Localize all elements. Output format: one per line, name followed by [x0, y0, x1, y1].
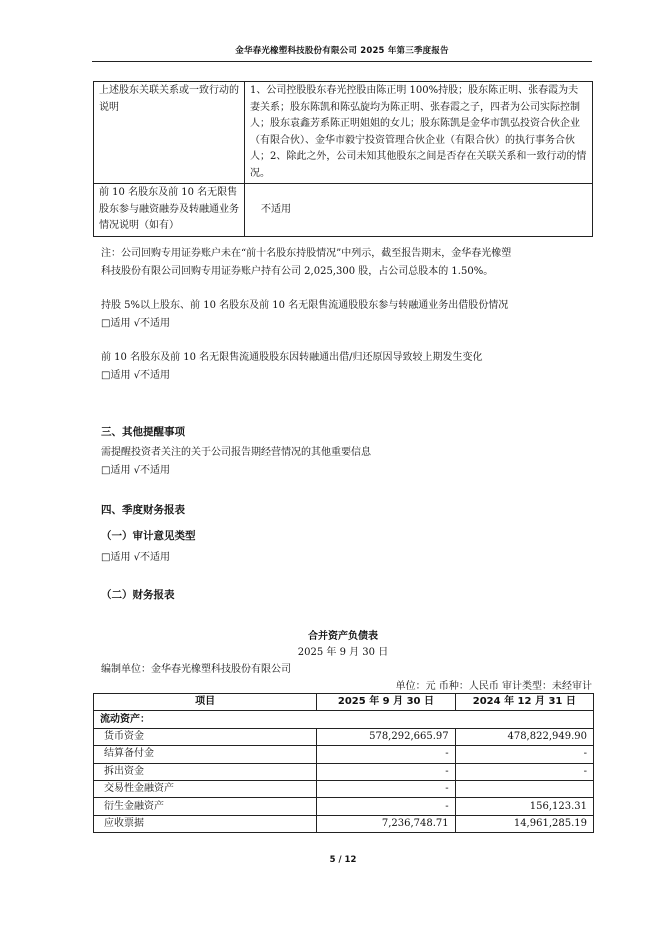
lending-options: □适用 √不适用 [101, 318, 170, 329]
row-current: - [317, 780, 455, 797]
table-row [94, 815, 594, 832]
row-current: 578,292,665.97 [317, 728, 455, 745]
audit-opinion-title: （一）审计意见类型 [101, 530, 196, 542]
lending-question: 持股 5%以上股东、前 10 名股东及前 10 名无限售流通股股东参与转融通业务出借股份情况 [101, 300, 509, 311]
financial-report-title: （二）财务报表 [101, 589, 175, 601]
row-label: 结算备付金 [94, 746, 317, 763]
row-current: - [317, 763, 455, 780]
row-prior: - [455, 746, 593, 763]
row-label: 拆出资金 [94, 763, 317, 780]
margin-trading-label-cell: 前 10 名股东及前 10 名无限售股东参与融资融券及转融通业务情况说明（如有） [94, 184, 245, 237]
balance-sheet-date: 2025 年 9 月 30 日 [297, 647, 389, 658]
page-header-title: 金华春光橡塑科技股份有限公司 2025 年第三季度报告 [235, 46, 449, 56]
row-prior: 156,123.31 [455, 798, 593, 815]
table-row [94, 711, 594, 728]
row-current: 7,236,748.71 [317, 815, 455, 832]
row-label: 应收票据 [94, 815, 317, 832]
compiler-unit: 编制单位：金华春光橡塑科技股份有限公司 [101, 664, 291, 675]
row-current: - [317, 746, 455, 763]
row-prior [455, 780, 593, 797]
table-row [94, 82, 593, 184]
relation-label-cell: 上述股东关联关系或一致行动的说明 [94, 82, 245, 184]
table-row [94, 184, 593, 237]
note-line-1: 注：公司回购专用证券账户未在“前十名股东持股情况”中列示，截至报告期末，金华春光橡塑 [101, 248, 512, 259]
row-prior: - [455, 763, 593, 780]
relation-value-cell: 1、公司控股股东春光控股由陈正明 100%持股；股东陈正明、张春霞为夫妻关系；股东陈凯和陈弘旋均为陈正明、张春霞之子，四者为公司实际控制人；股东袁鑫芳系陈正明姐姐的女儿；股东陈凯是金华市凯弘投资合伙企业（有限合伙）、金华市毅宁投资管理合伙企业（有限合伙）的执行事务合伙人；2、除此之外，公司未知其他股东之间是否存在关联关系和一致行动的情况。 [245, 82, 593, 184]
units-currency-audit: 单位：元 币种：人民币 审计类型：未经审计 [395, 681, 592, 692]
table-row [94, 746, 594, 763]
row-prior: 14,961,285.19 [455, 815, 593, 832]
table-header-row [94, 694, 594, 711]
section-financial-statements-title: 四、季度财务报表 [101, 504, 185, 516]
change-question: 前 10 名股东及前 10 名无限售流通股股东因转融通出借/归还原因导致较上期发生变化 [101, 352, 483, 363]
header-current: 2025 年 9 月 30 日 [317, 694, 455, 711]
row-label: 货币资金 [94, 728, 317, 745]
row-label: 衍生金融资产 [94, 798, 317, 815]
section-other-reminders-title: 三、其他提醒事项 [101, 426, 185, 438]
balance-sheet-table [93, 693, 594, 833]
other-reminders-options: □适用 √不适用 [101, 465, 170, 476]
other-reminders-text: 需提醒投资者关注的关于公司报告期经营情况的其他重要信息 [101, 447, 371, 458]
current-assets-label: 流动资产： [94, 711, 594, 728]
row-prior: 478,822,949.90 [455, 728, 593, 745]
row-current: - [317, 798, 455, 815]
change-options: □适用 √不适用 [101, 370, 170, 381]
table-row [94, 763, 594, 780]
table-row [94, 780, 594, 797]
page-number: 5 / 12 [329, 855, 357, 865]
table-row [94, 798, 594, 815]
balance-sheet-title: 合并资产负债表 [308, 631, 378, 642]
audit-opinion-options: □适用 √不适用 [101, 552, 170, 563]
header-item: 项目 [94, 694, 317, 711]
note-line-2: 科技股份有限公司回购专用证券账户持有公司 2,025,300 股，占公司总股本的 1.50%。 [101, 266, 494, 277]
row-label: 交易性金融资产 [94, 780, 317, 797]
table-row [94, 728, 594, 745]
header-prior: 2024 年 12 月 31 日 [455, 694, 593, 711]
header-divider [92, 61, 592, 62]
margin-trading-value-cell: 不适用 [245, 184, 593, 237]
shareholder-relation-table [93, 81, 593, 237]
